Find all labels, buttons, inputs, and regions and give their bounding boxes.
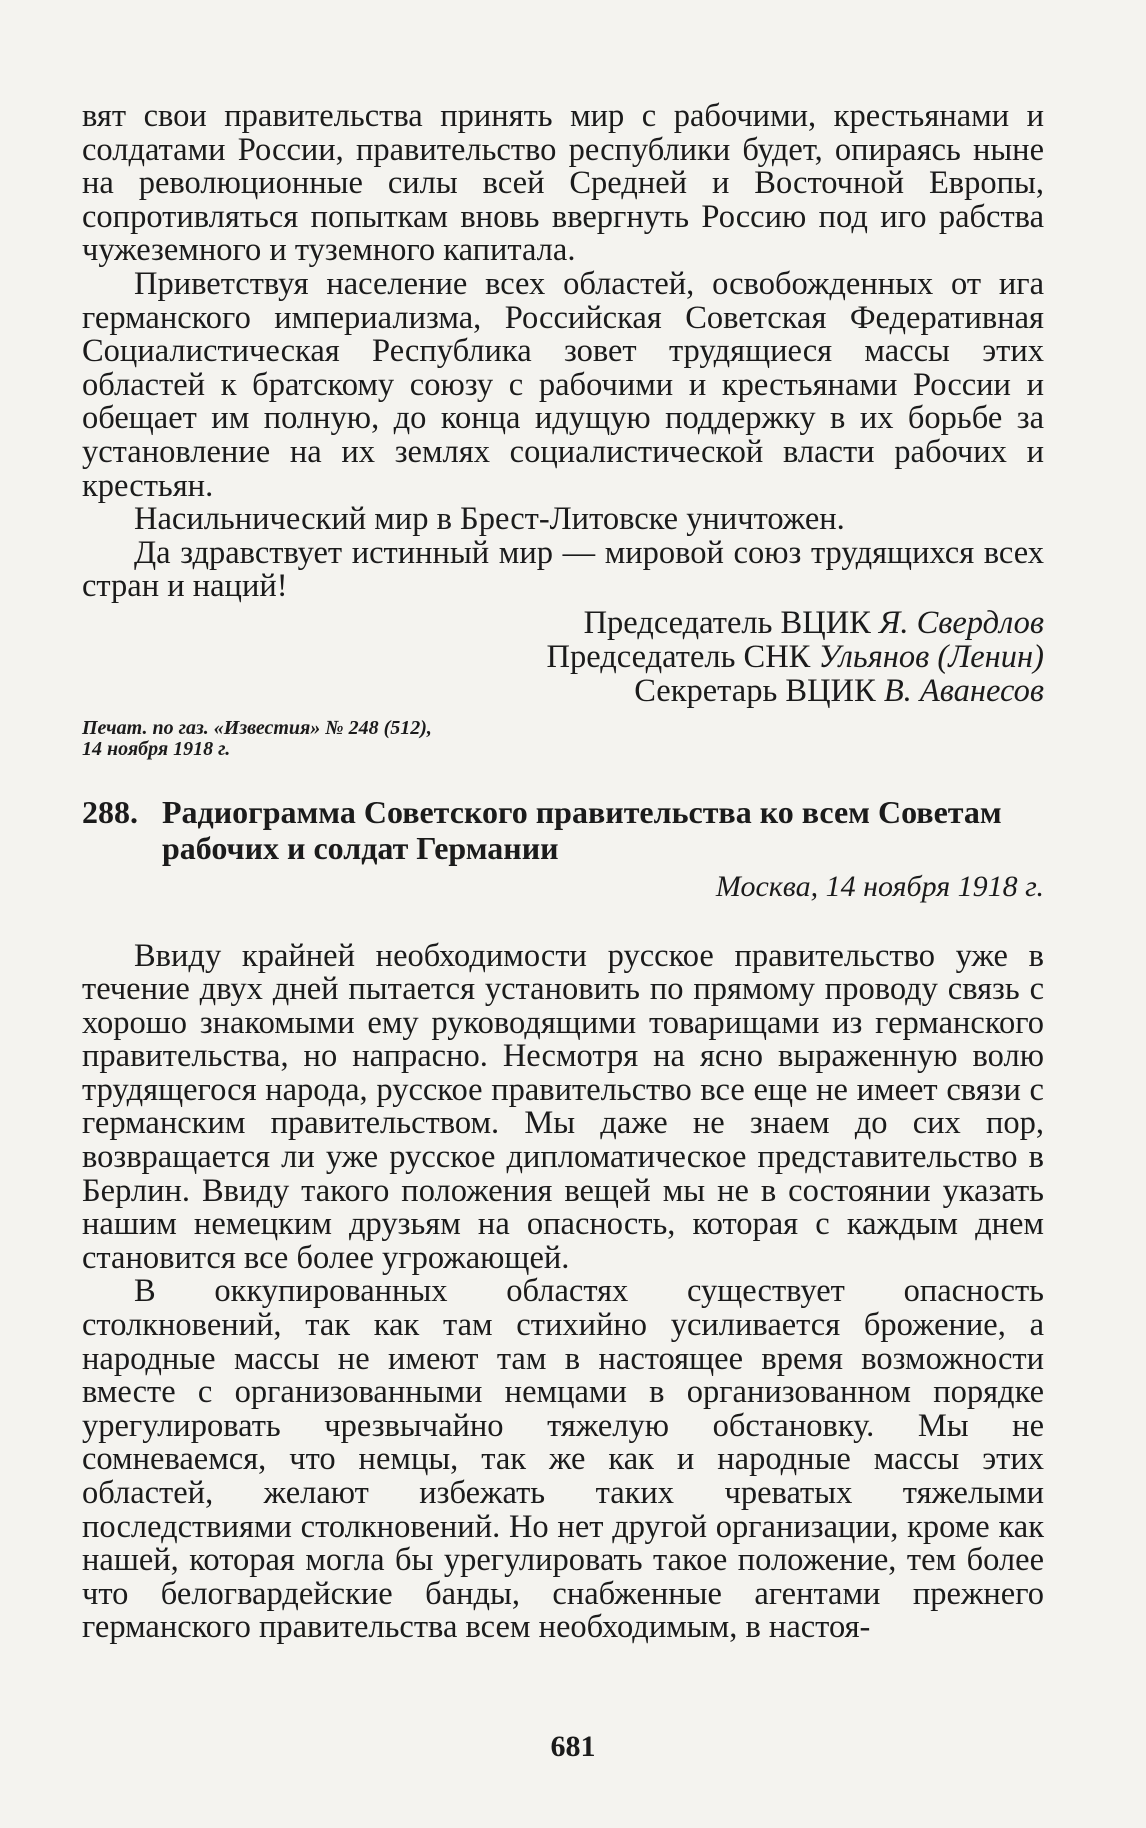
paragraph-body: Ввиду крайней необходимости русское правительство уже в течение двух дней пытается установить по прямому проводу связь с хорошо знакомыми ему руководящими товарищами из германского правительства, но напрасно. Несмотря на ясно выраженную волю трудящегося народа, русское правительство все еще не имеет связи с германским правительством. Мы даже не знаем до сих пор, возвращается ли уже русское дипломатическое представительство в Берлин. Ввиду такого положения вещей мы не в состоянии указать нашим немецким друзьям на опасность, которая с каждым днем становится все более угрожающей. [82, 937, 1044, 1276]
document-body [82, 937, 1044, 1646]
signature-name: Я. Свердлов [878, 604, 1044, 641]
signature-line [82, 606, 1044, 640]
source-note-line: 14 ноября 1918 г. [82, 737, 231, 760]
document-number: 288. [82, 793, 138, 830]
paragraph-brest-treaty: Насильнический мир в Брест-Литовске уничтожен. [134, 501, 845, 538]
signature-name: В. Аванесов [883, 672, 1044, 709]
signature-line [82, 674, 1044, 708]
paragraph-continuation: вят свои правительства принять мир с рабочими, крестьянами и солдатами России, правительство республики будет, опираясь ныне на революционные силы всей Средней и Восточной Европы, сопротивляться попыткам вновь ввергнуть Россию под иго рабства чужеземного и туземного капитала. [82, 98, 1044, 269]
paragraph-body: В оккупированных областях существует опасность столкновений, так как там стихийно усиливается брожение, а народные массы не имеют там в настоящее время возможности вместе с организованными немцами в организованном порядке урегулировать чрезвычайно тяжелую обстановку. Мы не сомневаемся, что немцы, так же как и народные массы этих областей, желают избежать таких чреватых тяжелыми последствиями столкновений. Но нет другой организации, кроме как нашей, которая могла бы урегулировать такое положение, тем более что белогвардейские банды, снабженные агентами прежнего германского правительства всем необходимым, в настоя- [82, 1273, 1044, 1646]
signature-line [82, 640, 1044, 674]
document-title: Радиограмма Советского правительства ко всем Советам рабочих и солдат Германии [162, 793, 1002, 866]
dateline: Москва, 14 ноября 1918 г. [715, 869, 1044, 903]
document-heading [82, 794, 1044, 866]
document-page [82, 100, 1044, 1645]
source-note-line: Печат. по газ. «Известия» № 248 (512), [82, 716, 432, 739]
page-number: 681 [550, 1730, 596, 1763]
signature-title: Председатель ВЦИК [583, 604, 871, 641]
signature-name: Ульянов (Ленин) [818, 638, 1044, 675]
paragraph-greeting: Приветствуя население всех областей, освобожденных от ига германского империализма, Российская Советская Федеративная Социалистическая Республика зовет трудящиеся массы этих областей к братскому союзу с рабочими и крестьянами России и обещает им полную, до конца идущую поддержку в их борьбе за установление на их землях социалистической власти рабочих и крестьян. [82, 265, 1044, 504]
paragraph-slogan: Да здравствует истинный мир — мировой союз трудящихся всех стран и наций! [82, 534, 1044, 605]
signature-title: Председатель СНК [546, 638, 811, 675]
signature-title: Секретарь ВЦИК [634, 672, 876, 709]
source-note [82, 718, 1044, 760]
signature-block [82, 606, 1044, 708]
